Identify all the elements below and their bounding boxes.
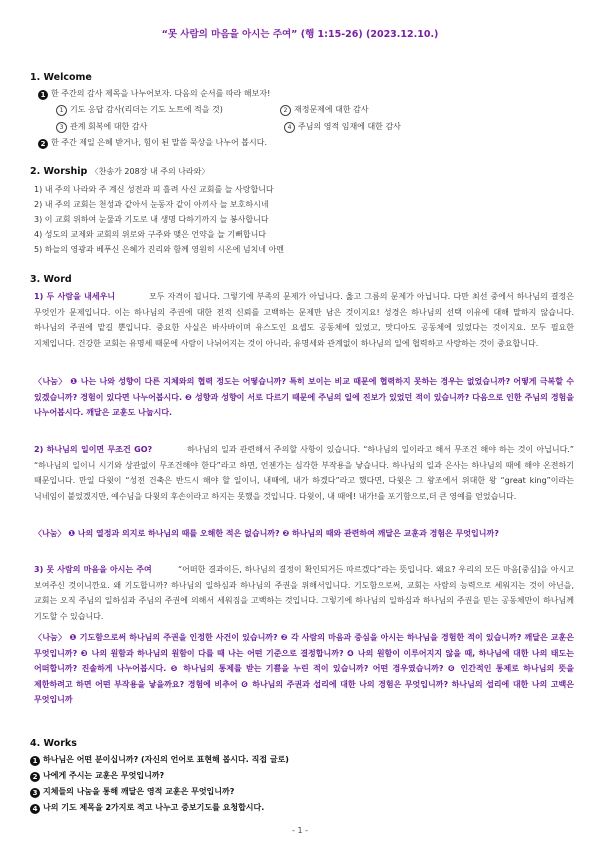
point-1-title: 1) 두 사람을 내세우니 [34,292,116,301]
works-heading: 4. Works [30,738,77,749]
worship-line-4: 4) 성도의 교제와 교회의 위로와 구주와 맺은 언약을 늘 기뻐합니다 [34,230,267,239]
point-1-body: 모두 자격이 됩니다. 그렇기에 부족의 문제가 아닙니다. 옳고 그름의 문제가 아닙니다. 다만 최선 중에서 하나님의 결정은 무엇인가 문제입니다. 이는 하나님의 주권에 대한 전적 신뢰를 고백하는 문제만 남은 것이지요! 성경은 하나님의 선택 이유에 대해 말하지 않습니다. 하나님의 주권에 맡길 뿐입니다. 중요한 사실은 바사바이며 유스도인 요셉도 공동체에 있었고, 맛디아도 공동체에 있었다는 것이지요. 모두 필요한 지체입니다. 건강한 교회는 유명세 때문에 사람이 나뉘어지는 것이 아니라, 유명세와 관계없이 하나님의 일에 협력하고 사랑하는 것이 중요합니다. [34,292,574,348]
point-3-title: 3) 못 사람의 마음을 아시는 주여 [34,565,152,574]
welcome-sub-4: 4 주님의 영적 임재에 대한 감사 [284,121,401,133]
welcome-sub-1: 1 기도 응답 감사(리더는 기도 노트에 적을 것) [56,104,223,116]
worship-heading: 2. Worship 〈찬송가 208장 내 주의 나라와〉 [30,166,210,177]
word-point-3 [34,562,574,624]
page-number: - 1 - [292,826,308,835]
title-reference: (행 1:15-26) (2023.12.10.) [300,29,439,40]
sharing-3: 〈나눔〉 ❶ 기도함으로써 하나님의 주권을 인정한 사건이 있습니까? ❷ 각 사람의 마음과 중심을 아시는 하나님을 경험한 적이 있습니까? 깨달은 교훈은 무엇입니까? ❸ 나의 원함과 하나님의 원함이 다를 때 나는 어떤 기준으로 결정합니까? ❹ 나의 원함이 이루어지지 않을 때, 하나님에 대한 나의 태도는 어떠합니까? 진솔하게 나누어봅시다. ❺ 하나님의 통제를 받는 기쁨을 누린 적이 있습니까? 어떤 경우였습니까? ❻ 인간적인 통제로 하나님의 뜻을 제한하려고 하면 어떤 부작용을 낳을까요? 경험에 비추어 ❻ 하나님의 주권과 섭리에 대한 나의 경험은 무엇입니까? 하나님의 섭리에 대한 나의 고백은 무엇입니까 [34,633,574,705]
works-item-4: 4 나의 기도 제목을 2가지로 적고 나누고 중보기도를 요청합시다. [30,802,264,814]
welcome-item-2: 2 한 주간 제일 은혜 받거나, 힘이 된 말씀 묵상을 나누어 봅시다. [38,137,267,149]
circled-1-icon: 1 [56,105,67,116]
bullet-4-icon: 4 [30,804,40,814]
point-3-body: “어떠한 결과이든, 하나님의 결정이 확인되거든 따르겠다”라는 뜻입니다. 왜요? 우리의 모든 마음[중심]을 아시고 보여주신 것이니깐요. 왜 기도합니까? 하나님의 일하심과 하나님의 주권을 위해서입니다. 기도함으로써, 교회는 사람의 능력으로 세워지는 것이 아닌을, 교회는 오직 주님의 일하심과 주님의 주권에 의해서 세워짐을 고백하는 것입니다. 그렇기에 하나님의 일하심과 하나님의 주권을 믿는 공동체만이 하나님께 기도할 수 있습니다. [34,565,575,621]
works-item-1: 1 하나님은 어떤 분이십니까? (자신의 언어로 표현해 봅시다. 직접 글로) [30,754,289,766]
bullet-1-icon: 1 [30,756,40,766]
worship-line-5: 5) 하늘의 영광과 베푸신 은혜가 진리와 함께 영원히 시온에 넘치네 아멘 [34,245,285,254]
bullet-1-icon: 1 [38,90,48,100]
circled-3-icon: 3 [56,122,67,133]
word-point-2 [34,442,574,504]
circled-4-icon: 4 [284,122,295,133]
welcome-heading: 1. Welcome [30,72,92,83]
bullet-3-icon: 3 [30,788,40,798]
title-text: “못 사람의 마음을 아시는 주여” [161,29,298,40]
welcome-sub-2: 2 재정문제에 대한 감사 [280,104,369,116]
worship-line-2: 2) 내 주의 교회는 천성과 같아서 눈동자 같이 아끼사 늘 보호하시네 [34,200,269,209]
word-heading: 3. Word [30,274,72,285]
document-title [0,26,600,40]
welcome-sub-3: 3 관계 회복에 대한 감사 [56,121,147,133]
circled-2-icon: 2 [280,105,291,116]
sharing-2: 〈나눔〉 ❶ 나의 열정과 의지로 하나님의 때를 오해한 적은 없습니까? ❷ 하나님의 때와 관련하여 깨달은 교훈과 경험은 무엇입니까? [34,529,499,538]
worship-line-1: 1) 내 주의 나라와 주 계신 성전과 피 흘려 사신 교회를 늘 사랑합니다 [34,185,274,194]
worship-line-3: 3) 이 교회 위하여 눈물과 기도로 내 생명 다하기까지 늘 봉사합니다 [34,215,269,224]
works-item-3: 3 지체들의 나눔을 통해 깨달은 영적 교훈은 무엇입니까? [30,786,234,798]
point-2-body: 하나님의 일과 관련해서 주의할 사항이 있습니다. “하나님의 일이라고 해서 무조건 해야 하는 것이 아닙니다.” “하나님의 일이니 시기와 상관없이 무조건해야 한다”라고 하면, 언젠가는 심각한 부작용을 낳습니다. 하나님의 일과 은사는 하나님의 때에 해야 온전하기 때문입니다. 만일 다윗이 “성전 건축은 반드시 해야 할 일이니, 내때에, 내가 하겠다”라고 했다면, 다윗은 그 왕조에서 위대한 왕 “great king”이라는 닉네임이 붙었겠지만, 예수님을 다윗의 후손이라고 하지는 못했을 것입니다. 다윗이, 내 때에! 내가!를 포기함으로,더 큰 영예를 얻었습니다. [34,445,574,501]
bullet-2-icon: 2 [38,139,48,149]
bullet-2-icon: 2 [30,772,40,782]
point-2-title: 2) 하나님의 일이면 무조건 GO? [34,445,153,454]
word-point-1 [34,289,574,351]
works-item-2: 2 나에게 주시는 교훈은 무엇입니까? [30,770,164,782]
worship-hymn: 〈찬송가 208장 내 주의 나라와〉 [90,167,210,176]
welcome-item-1: 1 한 주간의 감사 제목을 나누어보자. 다음의 순서를 따라 해보자! [38,88,270,100]
sharing-1: 〈나눔〉 ❶ 나는 나와 성향이 다른 지체와의 협력 정도는 어떻습니까? 특히 보이는 비교 때문에 협력하지 못하는 경우는 없었습니까? 어떻게 극복할 수 있겠습니까? 경험이 있다면 나누어봅시다. ❷ 성향과 성향이 서로 다르기 때문에 주님의 일에 진보가 있었던 적이 있습니까? 다음으로 인한 주님의 경험을 나누어봅시다. 깨달은 교훈도 나눕시다. [34,377,574,418]
